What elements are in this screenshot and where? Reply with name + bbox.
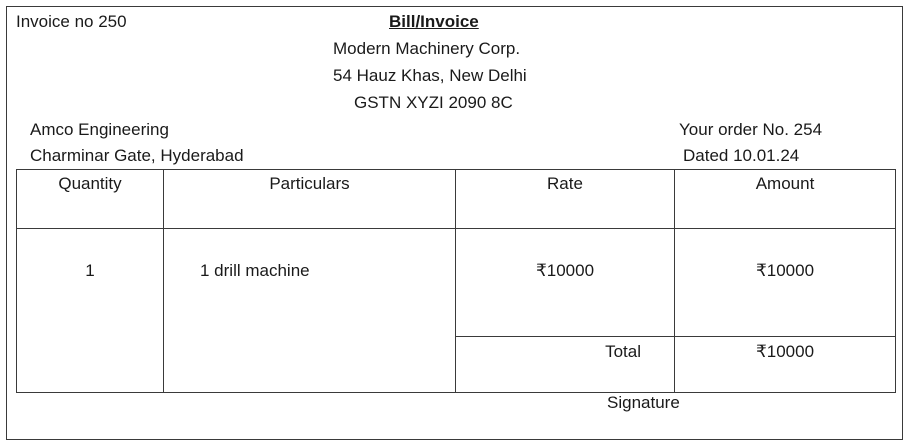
header-quantity: Quantity (17, 170, 164, 229)
items-table (16, 169, 896, 393)
total-label-cell: Total (456, 336, 675, 392)
cell-particulars: 1 drill machine (164, 229, 456, 393)
header-rate: Rate (456, 170, 675, 229)
buyer-name: Amco Engineering (30, 120, 169, 139)
table-row (17, 229, 896, 337)
cell-amount: ₹10000 (675, 229, 896, 337)
signature-label: Signature (607, 393, 680, 412)
cell-quantity: 1 (17, 229, 164, 393)
header-amount: Amount (675, 170, 896, 229)
seller-gstn: GSTN XYZI 2090 8C (354, 93, 513, 112)
invoice-number: Invoice no 250 (16, 12, 127, 31)
header-particulars: Particulars (164, 170, 456, 229)
order-date: Dated 10.01.24 (683, 146, 800, 165)
invoice-title: Bill/Invoice (389, 12, 479, 31)
seller-address: 54 Hauz Khas, New Delhi (333, 66, 527, 85)
buyer-address: Charminar Gate, Hyderabad (30, 146, 244, 165)
total-amount-cell: ₹10000 (675, 336, 896, 392)
seller-name: Modern Machinery Corp. (333, 39, 521, 58)
order-number: Your order No. 254 (679, 120, 823, 139)
table-header-row (17, 170, 896, 229)
cell-rate: ₹10000 (456, 229, 675, 337)
